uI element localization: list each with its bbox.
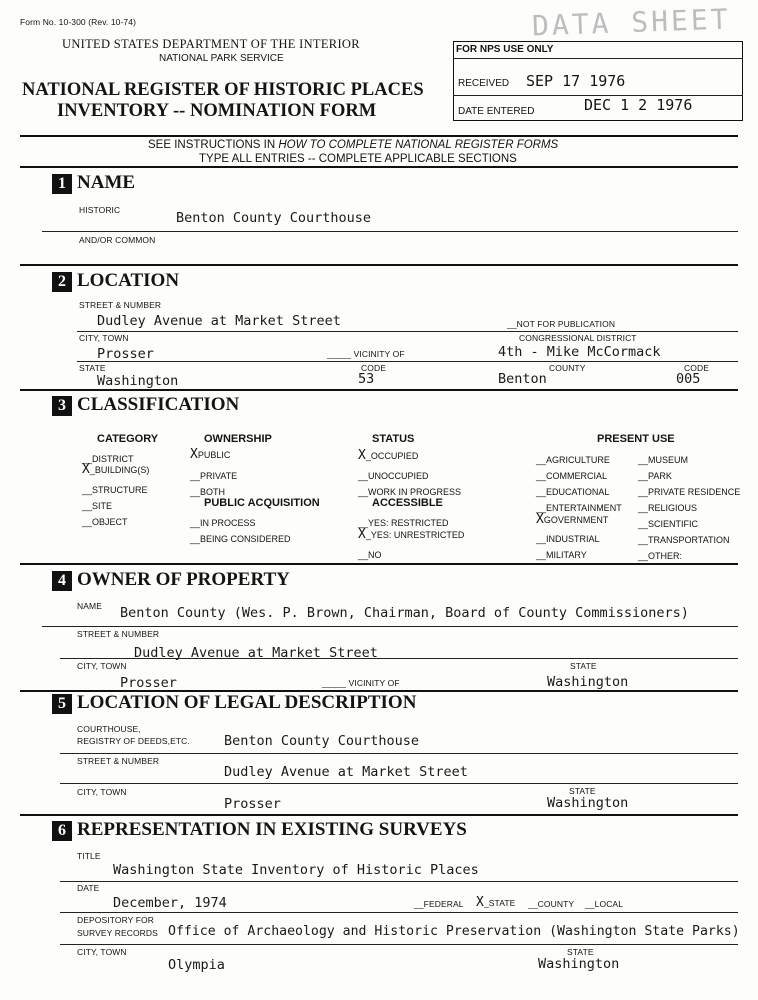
not-for-publication-label: __NOT FOR PUBLICATION — [507, 319, 616, 329]
state-code-value: 53 — [358, 371, 375, 387]
public-acquisition-header: PUBLIC ACQUISITION — [204, 497, 320, 509]
form-title-line2: INVENTORY -- NOMINATION FORM — [57, 101, 377, 121]
legal-street-value: Dudley Avenue at Market Street — [224, 764, 468, 780]
date-entered-stamp: DEC 1 2 1976 — [584, 96, 693, 114]
historic-name-value: Benton County Courthouse — [176, 210, 372, 226]
received-stamp: SEP 17 1976 — [526, 72, 626, 90]
section-1-number: 1 — [52, 174, 72, 194]
checkbox-local[interactable]: __LOCAL — [585, 899, 624, 909]
checkbox-commercial[interactable]: __COMMERCIAL — [536, 471, 608, 481]
checkbox-buildings[interactable]: X_BUILDING(S) — [82, 462, 150, 477]
instructions-line1: SEE INSTRUCTIONS IN HOW TO COMPLETE NATIONAL REGISTER FORMS — [148, 139, 559, 151]
section-3-number: 3 — [52, 396, 72, 416]
courthouse-value: Benton County Courthouse — [224, 733, 420, 749]
owner-state-label: STATE — [570, 661, 597, 671]
checkbox-district[interactable]: __DISTRICT — [82, 454, 134, 464]
checkbox-private-residence[interactable]: __PRIVATE RESIDENCE — [638, 487, 741, 497]
congressional-district-label: CONGRESSIONAL DISTRICT — [519, 333, 637, 343]
checkbox-unoccupied[interactable]: __UNOCCUPIED — [358, 471, 429, 481]
checkbox-other[interactable]: __OTHER: — [638, 551, 683, 561]
section-5-number: 5 — [52, 694, 72, 714]
section-3-title: CLASSIFICATION — [77, 394, 240, 415]
checkbox-no[interactable]: __NO — [358, 550, 382, 560]
county-label: COUNTY — [549, 363, 586, 373]
checkbox-structure[interactable]: __STRUCTURE — [82, 485, 148, 495]
state-label: STATE — [79, 363, 106, 373]
common-name-label: AND/OR COMMON — [79, 235, 156, 245]
survey-date-value: December, 1974 — [113, 895, 227, 911]
checkbox-agriculture[interactable]: __AGRICULTURE — [536, 455, 610, 465]
depository-label-line2: SURVEY RECORDS — [77, 928, 158, 938]
received-label: RECEIVED — [458, 78, 510, 89]
checkbox-scientific[interactable]: __SCIENTIFIC — [638, 519, 699, 529]
status-header: STATUS — [372, 433, 415, 445]
legal-state-value: Washington — [547, 795, 629, 811]
nps-use-label: FOR NPS USE ONLY — [456, 44, 554, 55]
section-6-title: REPRESENTATION IN EXISTING SURVEYS — [77, 819, 467, 840]
legal-city-label: CITY, TOWN — [77, 787, 127, 797]
section-6-number: 6 — [52, 821, 72, 841]
checkbox-park[interactable]: __PARK — [638, 471, 672, 481]
department-name: UNITED STATES DEPARTMENT OF THE INTERIOR — [62, 37, 360, 51]
checkbox-public[interactable]: XPUBLIC — [190, 447, 231, 462]
form-number: Form No. 10-300 (Rev. 10-74) — [20, 17, 137, 27]
checkbox-educational[interactable]: __EDUCATIONAL — [536, 487, 610, 497]
state-code-label: CODE — [361, 363, 386, 373]
checkbox-yes-unrestricted[interactable]: X_YES: UNRESTRICTED — [358, 527, 465, 542]
checkbox-both[interactable]: __BOTH — [190, 487, 226, 497]
owner-name-label: NAME — [77, 601, 102, 611]
owner-name-value: Benton County (Wes. P. Brown, Chairman, Board of County Commissioners) — [120, 605, 689, 621]
survey-city-label: CITY, TOWN — [77, 947, 127, 957]
date-entered-label: DATE ENTERED — [458, 106, 535, 117]
section-4-title: OWNER OF PROPERTY — [77, 569, 290, 590]
checkbox-county[interactable]: __COUNTY — [528, 899, 575, 909]
checkbox-transportation[interactable]: __TRANSPORTATION — [638, 535, 730, 545]
location-street-value: Dudley Avenue at Market Street — [97, 313, 341, 329]
service-name: NATIONAL PARK SERVICE — [159, 53, 284, 64]
form-title-line1: NATIONAL REGISTER OF HISTORIC PLACES — [22, 80, 424, 100]
owner-vicinity-label: _____ VICINITY OF — [322, 678, 400, 688]
location-city-value: Prosser — [97, 346, 154, 362]
owner-city-label: CITY, TOWN — [77, 661, 127, 671]
checkbox-being-considered[interactable]: __BEING CONSIDERED — [190, 534, 291, 544]
section-2-title: LOCATION — [77, 270, 180, 291]
checkbox-occupied[interactable]: X_OCCUPIED — [358, 448, 419, 463]
vicinity-of-label: _____ VICINITY OF — [327, 349, 405, 359]
legal-city-value: Prosser — [224, 796, 281, 812]
county-value: Benton — [498, 371, 547, 387]
historic-label: HISTORIC — [79, 205, 121, 215]
section-1-title: NAME — [77, 172, 136, 193]
survey-title-value: Washington State Inventory of Historic Places — [113, 862, 479, 878]
county-code-label: CODE — [684, 363, 709, 373]
survey-date-label: DATE — [77, 883, 100, 893]
congressional-district-value: 4th - Mike McCormack — [498, 344, 661, 360]
owner-city-value: Prosser — [120, 675, 177, 691]
accessible-header: ACCESSIBLE — [372, 497, 443, 509]
county-code-value: 005 — [676, 371, 701, 387]
owner-state-value: Washington — [547, 674, 629, 690]
checkbox-religious[interactable]: __RELIGIOUS — [638, 503, 698, 513]
checkbox-entertainment[interactable]: __ENTERTAINMENT — [536, 503, 622, 513]
data-sheet-stamp: DATA SHEET — [531, 2, 732, 43]
legal-state-label: STATE — [569, 786, 596, 796]
checkbox-museum[interactable]: __MUSEUM — [638, 455, 689, 465]
checkbox-site[interactable]: __SITE — [82, 501, 113, 511]
checkbox-industrial[interactable]: __INDUSTRIAL — [536, 534, 600, 544]
checkbox-government[interactable]: XGOVERNMENT — [536, 512, 609, 527]
courthouse-label-line2: REGISTRY OF DEEDS,ETC. — [77, 736, 190, 746]
section-2-number: 2 — [52, 272, 72, 292]
survey-state-label: STATE — [567, 947, 594, 957]
depository-label-line1: DEPOSITORY FOR — [77, 915, 154, 925]
owner-street-label: STREET & NUMBER — [77, 629, 160, 639]
courthouse-label-line1: COURTHOUSE, — [77, 724, 141, 734]
location-state-value: Washington — [97, 373, 179, 389]
instructions-line2: TYPE ALL ENTRIES -- COMPLETE APPLICABLE SECTIONS — [199, 153, 517, 165]
survey-state-value: Washington — [538, 956, 620, 972]
checkbox-in-process[interactable]: __IN PROCESS — [190, 518, 256, 528]
legal-street-label: STREET & NUMBER — [77, 756, 160, 766]
checkbox-state[interactable]: X_STATE — [476, 895, 516, 910]
category-header: CATEGORY — [97, 433, 159, 445]
checkbox-work-in-progress[interactable]: __WORK IN PROGRESS — [358, 487, 462, 497]
street-number-label: STREET & NUMBER — [79, 300, 162, 310]
checkbox-private[interactable]: __PRIVATE — [190, 471, 238, 481]
city-town-label: CITY, TOWN — [79, 333, 129, 343]
checkbox-object[interactable]: __OBJECT — [82, 517, 128, 527]
checkbox-military[interactable]: __MILITARY — [536, 550, 587, 560]
section-5-title: LOCATION OF LEGAL DESCRIPTION — [77, 692, 417, 713]
depository-value: Office of Archaeology and Historic Preservation (Washington State Parks) — [168, 924, 740, 939]
survey-city-value: Olympia — [168, 957, 225, 973]
ownership-header: OWNERSHIP — [204, 433, 272, 445]
owner-street-value: Dudley Avenue at Market Street — [134, 645, 378, 661]
survey-title-label: TITLE — [77, 851, 101, 861]
checkbox-federal[interactable]: __FEDERAL — [414, 899, 464, 909]
checkbox-yes-restricted[interactable]: __YES: RESTRICTED — [358, 518, 449, 528]
section-4-number: 4 — [52, 571, 72, 591]
present-use-header: PRESENT USE — [597, 433, 675, 445]
